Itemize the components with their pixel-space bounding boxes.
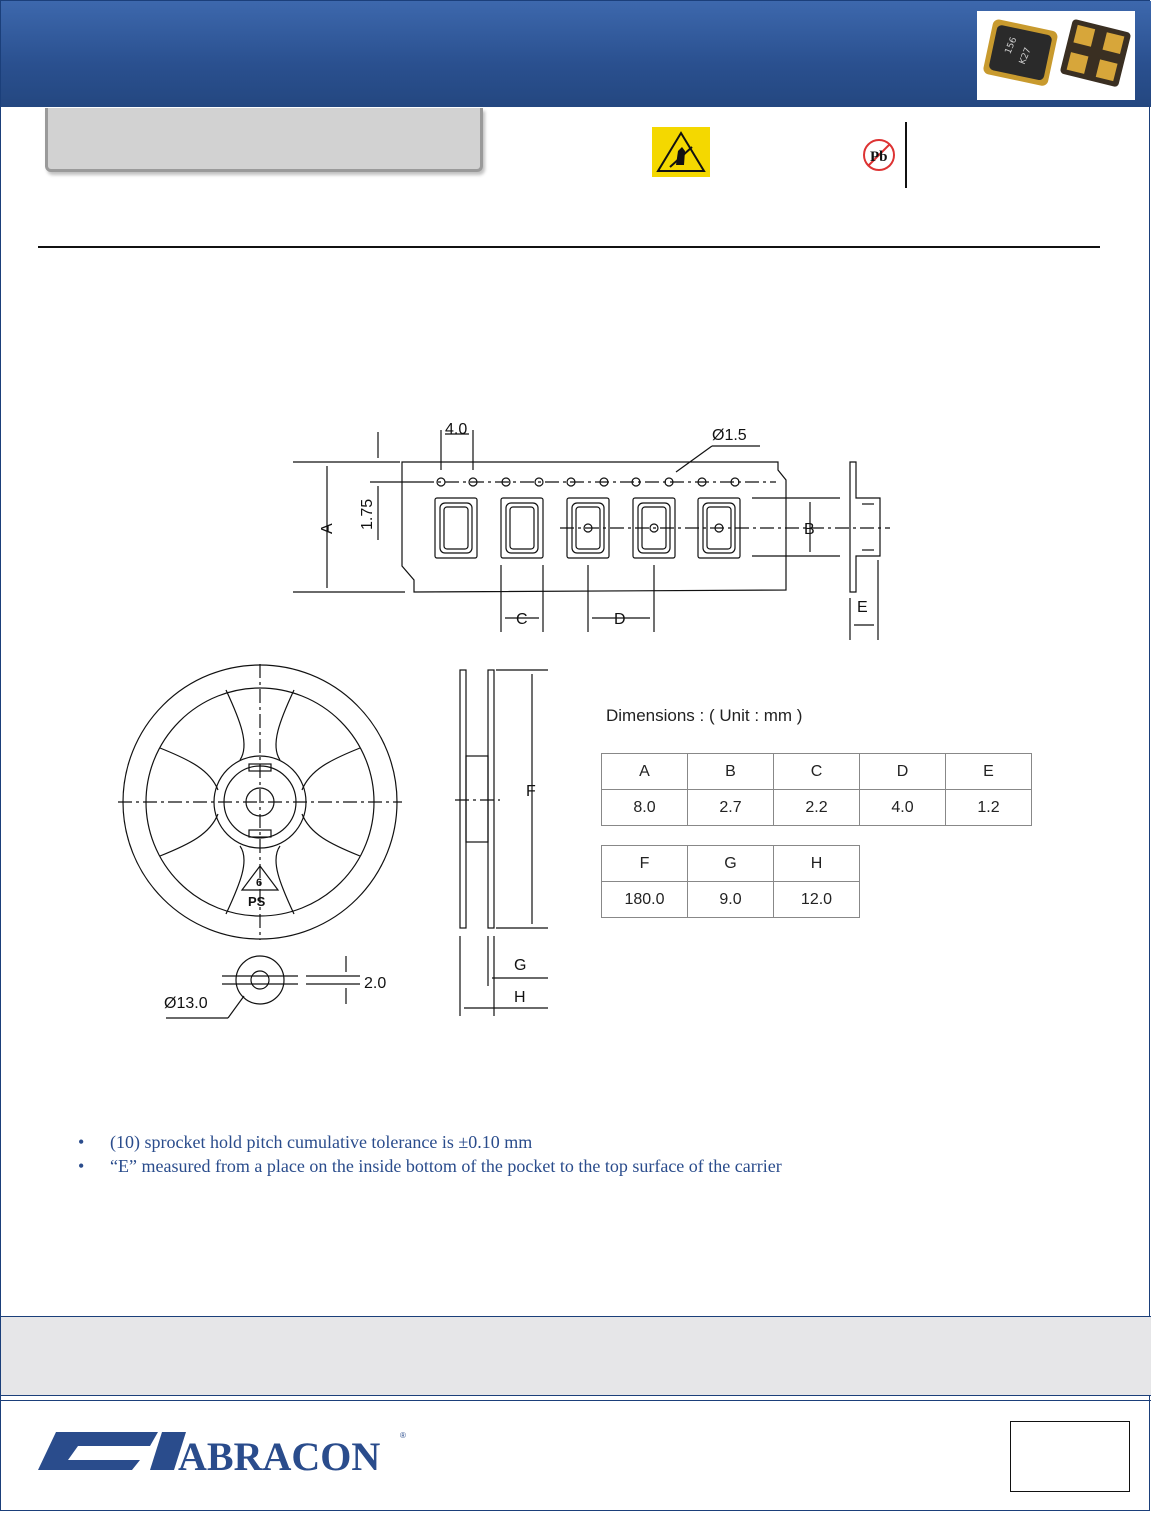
page-number-box (1010, 1421, 1130, 1492)
table-value-cell: 9.0 (688, 882, 774, 918)
notes-list (78, 1130, 782, 1178)
table-header-cell: C (774, 754, 860, 790)
dimensions-table-2 (601, 845, 860, 918)
table-header-cell: G (688, 846, 774, 882)
bullet-icon: • (78, 1156, 85, 1176)
note-text: “E” measured from a place on the inside bottom of the pocket to the top surface of the carrier (110, 1156, 782, 1176)
list-item (78, 1154, 782, 1178)
table-header-cell: H (774, 846, 860, 882)
svg-text:K27: K27 (1017, 46, 1034, 67)
edge-distance-label: 1.75 (359, 498, 376, 530)
table-value-cell: 12.0 (774, 882, 860, 918)
lead-free-icon (862, 138, 896, 172)
abracon-logo (38, 1428, 418, 1474)
title-tab (45, 108, 483, 172)
table-value-cell: 8.0 (602, 790, 688, 826)
table-header-cell: E (946, 754, 1032, 790)
dim-a-label: A (319, 523, 336, 534)
dim-e-label: E (857, 599, 868, 616)
dim-g-label: G (514, 957, 527, 974)
registered-mark: ® (400, 1431, 406, 1440)
slot-width-label: 2.0 (364, 975, 387, 992)
table-header-cell: B (688, 754, 774, 790)
table-header-cell: D (860, 754, 946, 790)
table-value-cell: 2.7 (688, 790, 774, 826)
hub-diameter-label: Ø13.0 (164, 995, 208, 1012)
dimensions-table-1 (601, 753, 1032, 826)
section-rule (38, 246, 1100, 248)
footer-rule (1, 1400, 1151, 1401)
dim-b-label: B (804, 521, 815, 538)
dim-d-label: D (614, 611, 626, 628)
logo-text: ABRACON (178, 1434, 381, 1474)
header-divider (905, 122, 907, 188)
footer-band (1, 1316, 1151, 1396)
table-value-cell: 4.0 (860, 790, 946, 826)
table-value-cell: 180.0 (602, 882, 688, 918)
dim-c-label: C (516, 611, 528, 628)
esd-warning-icon (652, 127, 710, 177)
svg-text:156: 156 (1003, 35, 1020, 56)
pb-label: Pb (870, 149, 888, 165)
table-value-cell: 2.2 (774, 790, 860, 826)
tape-pitch-label: 4.0 (445, 421, 468, 438)
table-header-cell: A (602, 754, 688, 790)
hole-diameter-label: Ø1.5 (712, 427, 747, 444)
recycle-number: 6 (256, 877, 263, 889)
list-item (78, 1130, 782, 1154)
dim-h-label: H (514, 989, 526, 1006)
dimensions-title: Dimensions : ( Unit : mm ) (606, 706, 803, 725)
bullet-icon: • (78, 1132, 85, 1152)
note-text: (10) sprocket hold pitch cumulative tolerance is ±0.10 mm (110, 1132, 533, 1152)
table-value-cell: 1.2 (946, 790, 1032, 826)
dim-f-label: F (526, 783, 536, 800)
ps-mark: PS (248, 894, 266, 909)
crystal-product-photo (977, 11, 1135, 100)
table-header-cell: F (602, 846, 688, 882)
